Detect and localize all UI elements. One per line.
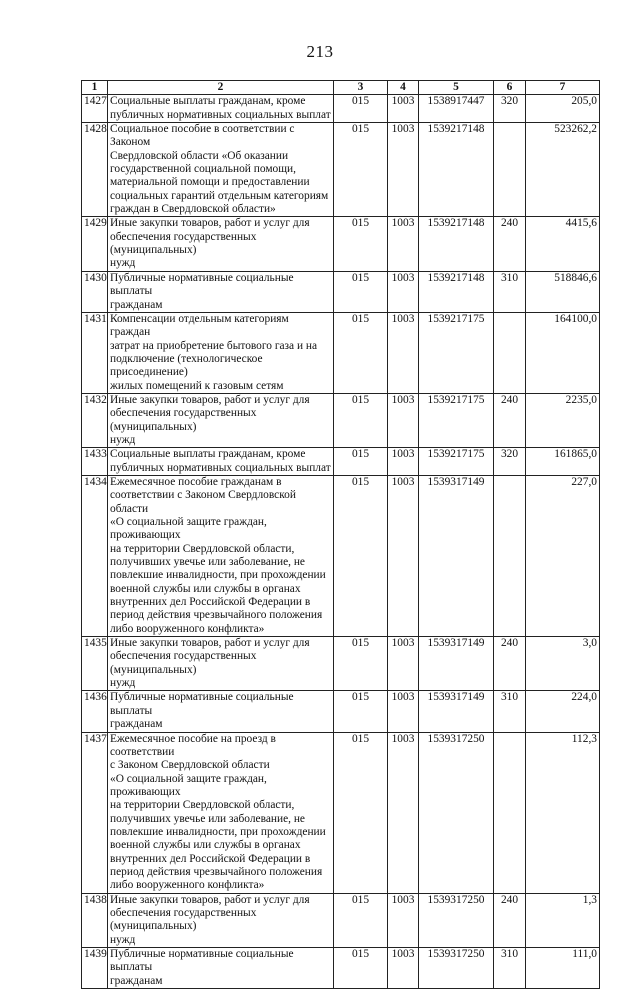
table-row (82, 637, 600, 691)
row-number-cell: 1431 (82, 312, 108, 393)
column-6-cell: 240 (494, 637, 526, 691)
row-number-cell: 1430 (82, 271, 108, 312)
table-row (82, 893, 600, 947)
header-cell: 7 (526, 81, 600, 95)
header-cell: 3 (334, 81, 388, 95)
table-row (82, 217, 600, 271)
amount-cell: 2235,0 (526, 393, 600, 447)
row-number-cell: 1432 (82, 393, 108, 447)
row-number-cell: 1427 (82, 95, 108, 123)
column-5-cell: 1539217148 (419, 123, 494, 217)
amount-cell: 112,3 (526, 732, 600, 893)
column-6-cell (494, 123, 526, 217)
column-4-cell: 1003 (388, 217, 419, 271)
column-3-cell: 015 (334, 217, 388, 271)
column-3-cell: 015 (334, 271, 388, 312)
column-6-cell: 310 (494, 691, 526, 732)
budget-table (81, 80, 600, 989)
row-number-cell: 1434 (82, 475, 108, 636)
table-row (82, 691, 600, 732)
row-name-cell: Ежемесячное пособие гражданам в соответствии с Законом Свердловской области «О социальной защите граждан, проживающих на территории Свердловской области, получивших увечье или заболевание, не повлекшие инвалидности, при прохождении военной службы или службы в органах внутренних дел Российской Федерации в период действия чрезвычайного положения либо вооруженного конфликта» (108, 475, 334, 636)
column-3-cell: 015 (334, 948, 388, 989)
row-name-cell: Публичные нормативные социальные выплаты гражданам (108, 271, 334, 312)
row-number-cell: 1436 (82, 691, 108, 732)
header-cell: 4 (388, 81, 419, 95)
column-5-cell: 1539317149 (419, 691, 494, 732)
header-cell: 5 (419, 81, 494, 95)
row-number-cell: 1438 (82, 893, 108, 947)
column-6-cell: 320 (494, 448, 526, 476)
column-5-cell: 1539317250 (419, 948, 494, 989)
column-3-cell: 015 (334, 893, 388, 947)
column-5-cell: 1539317250 (419, 893, 494, 947)
row-name-cell: Социальные выплаты гражданам, кроме публичных нормативных социальных выплат (108, 448, 334, 476)
amount-cell: 4415,6 (526, 217, 600, 271)
column-4-cell: 1003 (388, 312, 419, 393)
row-number-cell: 1429 (82, 217, 108, 271)
table-row (82, 448, 600, 476)
table-row (82, 393, 600, 447)
header-cell: 1 (82, 81, 108, 95)
row-name-cell: Иные закупки товаров, работ и услуг для обеспечения государственных (муниципальных) нужд (108, 637, 334, 691)
row-number-cell: 1439 (82, 948, 108, 989)
row-name-cell: Публичные нормативные социальные выплаты гражданам (108, 691, 334, 732)
amount-cell: 3,0 (526, 637, 600, 691)
amount-cell: 518846,6 (526, 271, 600, 312)
column-3-cell: 015 (334, 123, 388, 217)
table-row (82, 271, 600, 312)
column-6-cell (494, 732, 526, 893)
column-4-cell: 1003 (388, 95, 419, 123)
row-name-cell: Публичные нормативные социальные выплаты гражданам (108, 948, 334, 989)
header-cell: 2 (108, 81, 334, 95)
column-4-cell: 1003 (388, 448, 419, 476)
amount-cell: 164100,0 (526, 312, 600, 393)
row-number-cell: 1428 (82, 123, 108, 217)
header-row (82, 81, 600, 95)
row-name-cell: Компенсации отдельным категориям граждан затрат на приобретение бытового газа и на подключение (технологическое присоединение) жилых помещений к газовым сетям (108, 312, 334, 393)
column-6-cell: 240 (494, 217, 526, 271)
table-row (82, 123, 600, 217)
column-6-cell: 310 (494, 271, 526, 312)
column-3-cell: 015 (334, 448, 388, 476)
row-number-cell: 1437 (82, 732, 108, 893)
column-4-cell: 1003 (388, 393, 419, 447)
amount-cell: 205,0 (526, 95, 600, 123)
column-3-cell: 015 (334, 312, 388, 393)
column-5-cell: 1539317149 (419, 637, 494, 691)
column-6-cell: 240 (494, 393, 526, 447)
table-row (82, 732, 600, 893)
column-3-cell: 015 (334, 691, 388, 732)
column-3-cell: 015 (334, 475, 388, 636)
column-4-cell: 1003 (388, 123, 419, 217)
column-4-cell: 1003 (388, 475, 419, 636)
row-name-cell: Социальное пособие в соответствии с Законом Свердловской области «Об оказании государственной социальной помощи, материальной помощи и предоставлении социальных гарантий отдельным категориям граждан в Свердловской области» (108, 123, 334, 217)
table-row (82, 312, 600, 393)
column-6-cell: 240 (494, 893, 526, 947)
page-number: 213 (306, 42, 334, 61)
column-3-cell: 015 (334, 95, 388, 123)
table-row (82, 475, 600, 636)
column-5-cell: 1539217175 (419, 312, 494, 393)
row-name-cell: Социальные выплаты гражданам, кроме публичных нормативных социальных выплат (108, 95, 334, 123)
column-3-cell: 015 (334, 732, 388, 893)
column-5-cell: 1539317149 (419, 475, 494, 636)
amount-cell: 227,0 (526, 475, 600, 636)
amount-cell: 523262,2 (526, 123, 600, 217)
column-4-cell: 1003 (388, 893, 419, 947)
column-5-cell: 1539217175 (419, 448, 494, 476)
column-4-cell: 1003 (388, 637, 419, 691)
column-3-cell: 015 (334, 393, 388, 447)
column-6-cell: 320 (494, 95, 526, 123)
row-number-cell: 1433 (82, 448, 108, 476)
column-4-cell: 1003 (388, 948, 419, 989)
row-number-cell: 1435 (82, 637, 108, 691)
row-name-cell: Ежемесячное пособие на проезд в соответствии с Законом Свердловской области «О социальной защите граждан, проживающих на территории Свердловской области, получивших увечье или заболевание, не повлекшие инвалидности, при прохождении военной службы или службы в органах внутренних дел Российской Федерации в период действия чрезвычайного положения либо вооруженного конфликта» (108, 732, 334, 893)
row-name-cell: Иные закупки товаров, работ и услуг для обеспечения государственных (муниципальных) нужд (108, 393, 334, 447)
column-6-cell: 310 (494, 948, 526, 989)
column-5-cell: 1539217175 (419, 393, 494, 447)
column-3-cell: 015 (334, 637, 388, 691)
amount-cell: 161865,0 (526, 448, 600, 476)
column-5-cell: 1539217148 (419, 271, 494, 312)
column-5-cell: 1539217148 (419, 217, 494, 271)
amount-cell: 111,0 (526, 948, 600, 989)
column-5-cell: 1539317250 (419, 732, 494, 893)
row-name-cell: Иные закупки товаров, работ и услуг для обеспечения государственных (муниципальных) нужд (108, 217, 334, 271)
column-4-cell: 1003 (388, 691, 419, 732)
header-cell: 6 (494, 81, 526, 95)
table-row (82, 948, 600, 989)
column-4-cell: 1003 (388, 732, 419, 893)
column-6-cell (494, 475, 526, 636)
table-row (82, 95, 600, 123)
row-name-cell: Иные закупки товаров, работ и услуг для обеспечения государственных (муниципальных) нужд (108, 893, 334, 947)
column-5-cell: 1538917447 (419, 95, 494, 123)
amount-cell: 224,0 (526, 691, 600, 732)
amount-cell: 1,3 (526, 893, 600, 947)
column-6-cell (494, 312, 526, 393)
column-4-cell: 1003 (388, 271, 419, 312)
